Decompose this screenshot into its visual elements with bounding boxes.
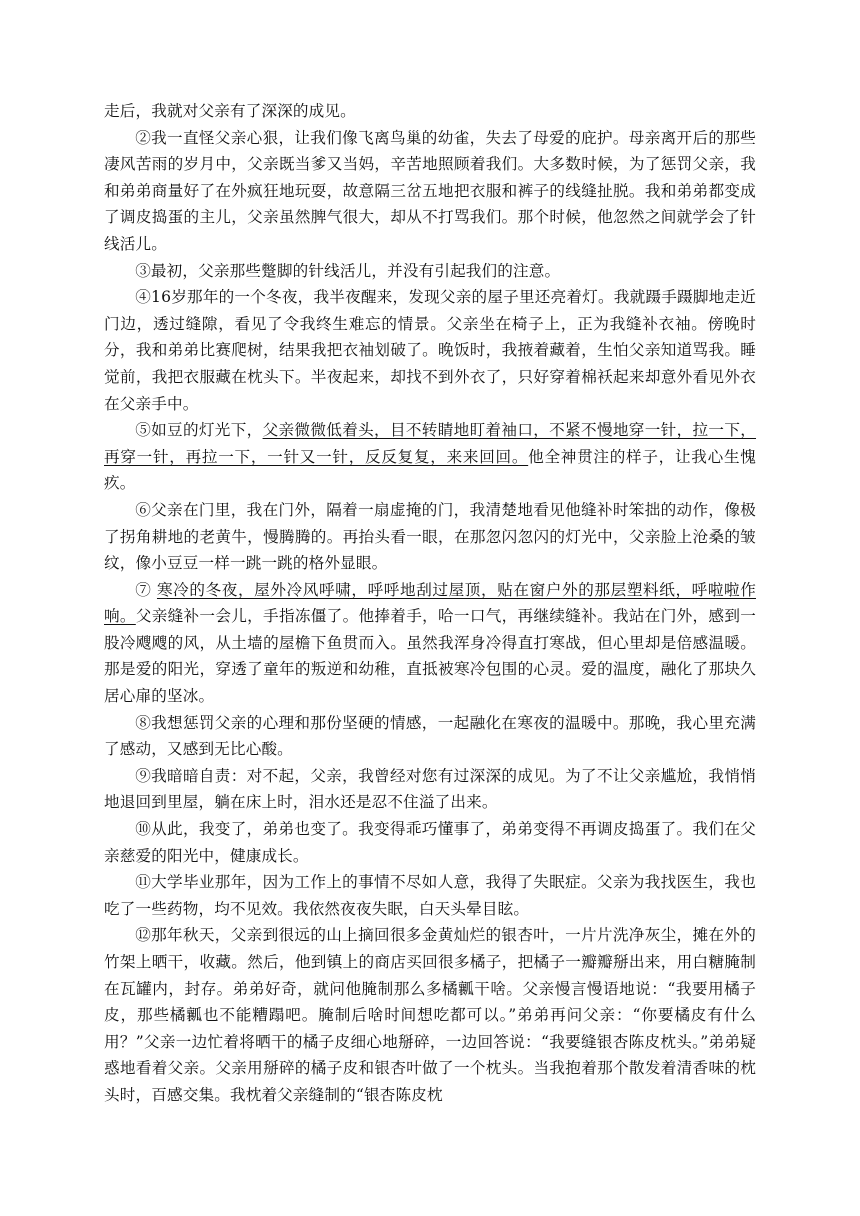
paragraph-10: [104, 816, 756, 869]
paragraph-text: ⑦: [135, 580, 157, 599]
paragraph-11: [104, 869, 756, 922]
paragraph-text: ⑧我想惩罚父亲的心理和那份坚硬的情感，一起融化在寒夜的温暖中。那晚，我心里充满了感动，又感到无比心酸。: [104, 713, 756, 759]
paragraph-text: ⑩从此，我变了，弟弟也变了。我变得乖巧懂事了，弟弟变得不再调皮捣蛋了。我们在父亲慈爱的阳光中，健康成长。: [104, 820, 756, 865]
paragraph-text: ③最初，父亲那些蹩脚的针线活儿，并没有引起我们的注意。: [135, 261, 561, 280]
paragraph-text: 他全神贯注的样子，让我心生愧疚。: [104, 447, 756, 493]
paragraph-text: ⑪大学毕业那年，因为工作上的事情不尽如人意，我得了失眠症。父亲为我找医生，我也吃了一些药物，均不见效。我依然夜夜失眠，白天头晕目眩。: [104, 873, 756, 918]
paragraph-continued: [104, 98, 756, 125]
paragraph-12: [104, 922, 756, 1108]
paragraph-2: [104, 125, 756, 258]
paragraph-text: ②我一直怪父亲心狠，让我们像飞离鸟巢的幼雀，失去了母爱的庇护。母亲离开后的那些凄风苦雨的岁月中，父亲既当爹又当妈，辛苦地照顾着我们。大多数时候，为了惩罚父亲，我和弟弟商量好了在外疯狂地玩耍，故意隔三岔五地把衣服和裤子的线缝扯脱。我和弟弟都变成了调皮捣蛋的主儿，父亲虽然脾气很大，却从不打骂我们。那个时候，他忽然之间就学会了针线活儿。: [104, 128, 756, 253]
paragraph-6: [104, 497, 756, 577]
underlined-sentence: 父亲微微低着头，目不转睛地盯着袖口，不紧不慢地穿一针，拉一下，再穿一针，再拉一下，一针又一针，反反复复，来来回回。: [104, 421, 757, 466]
paragraph-text: ⑫那年秋天，父亲到很远的山上摘回很多金黄灿烂的银杏叶，一片片洗净灰尘，摊在外的竹架上晒干，收藏。然后，他到镇上的商店买回很多橘子，把橘子一瓣瓣掰出来，用白糖腌制在瓦罐内，封存。弟弟好奇，就问他腌制那么多橘瓤干啥。父亲慢言慢语地说：“我要用橘子皮，那些橘瓤也不能糟蹋吧。腌制后啥时间想吃都可以。”弟弟再问父亲：“你要橘皮有什么用？”父亲一边忙着将晒干的橘子皮细心地掰碎，一边回答说：“我要缝银杏陈皮枕头。”弟弟疑惑地看着父亲。父亲用掰碎的橘子皮和银杏叶做了一个枕头。当我抱着那个散发着清香味的枕头时，百感交集。我枕着父亲缝制的“银杏陈皮枕: [104, 926, 756, 1104]
paragraph-3: [104, 258, 756, 285]
paragraph-text: 走后，我就对父亲有了深深的成见。: [104, 102, 356, 120]
paragraph-4: [104, 284, 756, 417]
paragraph-5: [104, 417, 756, 497]
paragraph-text: 父亲缝补一会儿，手指冻僵了。他捧着手，哈一口气，再继续缝补。我站在门外，感到一股冷飕飕的风，从土墙的屋檐下鱼贯而入。虽然我浑身冷得直打寒战，但心里却是倍感温暖。那是爱的阳光，穿透了童年的叛逆和幼稚，直抵被寒冷包围的心灵。爱的温度，融化了那块久居心扉的坚冰。: [104, 607, 756, 706]
paragraph-text: ⑨我暗暗自责：对不起，父亲，我曾经对您有过深深的成见。为了不让父亲尴尬，我悄悄地退回到里屋，躺在床上时，泪水还是忍不住溢了出来。: [104, 766, 756, 812]
article-body: [104, 98, 756, 1109]
paragraph-8: [104, 710, 756, 763]
paragraph-9: [104, 763, 756, 816]
paragraph-text: ⑥父亲在门里，我在门外，隔着一扇虚掩的门，我清楚地看见他缝补时笨拙的动作，像极了拐角耕地的老黄牛，慢腾腾的。再抬头看一眼，在那忽闪忽闪的灯光中，父亲脸上沧桑的皱纹，像小豆豆一样一跳一跳的格外显眼。: [104, 500, 756, 573]
paragraph-7: [104, 577, 756, 710]
underlined-sentence: 寒冷的冬夜，屋外冷风呼啸，呼呼地刮过屋顶，贴在窗户外的那层塑料纸，呼啦啦作响。: [104, 580, 756, 626]
paragraph-text: ⑤如豆的灯光下，: [135, 421, 263, 440]
paragraph-text: ④16岁那年的一个冬夜，我半夜醒来，发现父亲的屋子里还亮着灯。我就蹑手蹑脚地走近门边，透过缝隙，看见了令我终生难忘的情景。父亲坐在椅子上，正为我缝补衣袖。傍晚时分，我和弟弟比赛爬树，结果我把衣袖划破了。晚饭时，我掖着藏着，生怕父亲知道骂我。睡觉前，我把衣服藏在枕头下。半夜起来，却找不到外衣了，只好穿着棉袄起来却意外看见外衣在父亲手中。: [104, 288, 756, 413]
